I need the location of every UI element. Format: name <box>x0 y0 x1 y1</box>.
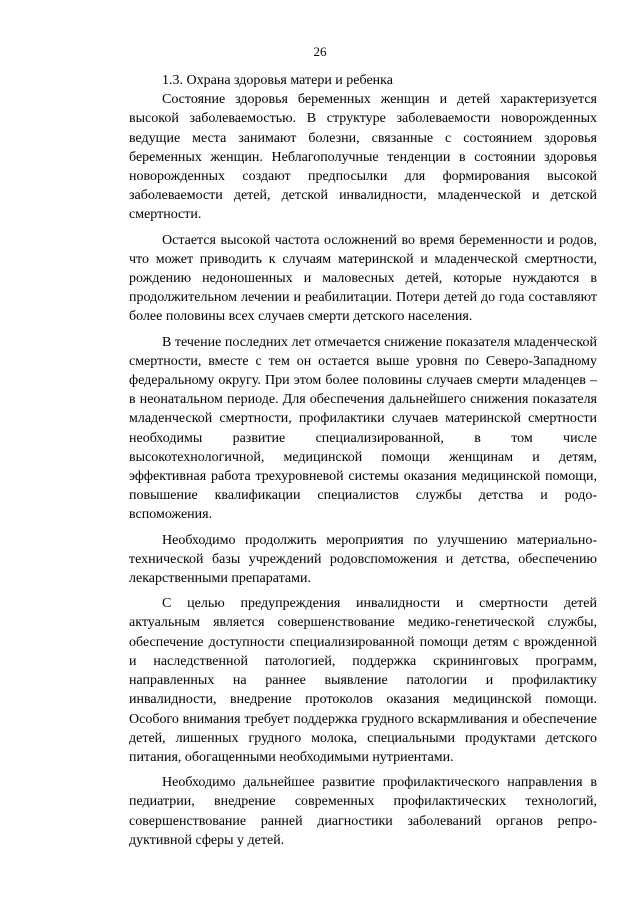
paragraph-pediatric-prevention: Необходимо дальнейшее развитие профилактического направления в педиатрии, внедрение современных профилактических технологий, совершенствование ранней диагностики заболеваний органов репро-дуктивной сферы у детей. <box>129 775 597 848</box>
paragraph-health-status: Состояние здоровья беременных женщин и детей характеризуется высокой заболеваемостью. В структуре заболеваемости новорожденных ведущие места занимают болезни, связанные с состоянием здоровья беременных женщин. Неблагополучные тенденции в состоянии здоровья новорожденных создают предпосылки для формирования высокой заболеваемости детей, детской инвалидности, младенческой и детской смертности. <box>129 92 597 223</box>
page-number: 26 <box>313 44 327 59</box>
page-content <box>129 71 597 850</box>
section-heading: 1.3. Охрана здоровья матери и ребенка <box>162 73 393 88</box>
paragraph-disability-prevention: С целью предупреждения инвалидности и смертности детей актуальным является совершенствование медико-генетической службы, обеспечение доступности специализированной помощи детям с врожденной и наследственной патологией, поддержка скрининговых программ, направленных на раннее выявление патологии и профилактику инвалидности, внедрение протоколов оказания медицинской помощи. Особого внимания требует поддержка грудного вскармливания и обеспечение детей, лишенных грудного молока, специальными продуктами детского питания, обогащенными необходимыми нутриентами. <box>129 596 597 765</box>
paragraph-material-base: Необходимо продолжить мероприятия по улучшению материально-технической базы учреждений родовспоможения и детства, обеспечению лекарственными препаратами. <box>129 532 597 587</box>
paragraph-infant-mortality: В течение последних лет отмечается снижение показателя младенческой смертности, вместе с тем он остается выше уровня по Северо-Западному федеральному округу. При этом более половины случаев смерти младенцев – в неонатальном периоде. Для обеспечения дальнейшего снижения показателя младенческой смертности, профилактики случаев материнской смертности необходимы развитие специализированной, в том числе высокотехнологичной, медицинской помощи женщинам и детям, эффективная работа трехуровневой системы оказания медицинской помощи, повышение квалификации специалистов службы детства и родо-вспоможения. <box>129 334 597 523</box>
paragraph-complications: Остается высокой частота осложнений во время беременности и родов, что может приводить к случаям материнской и младенческой смертности, рождению недоношенных и маловесных детей, которые нуждаются в продолжительном лечении и реабилитации. Потери детей до года составляют более половины всех случаев смерти детского населения. <box>129 232 597 325</box>
